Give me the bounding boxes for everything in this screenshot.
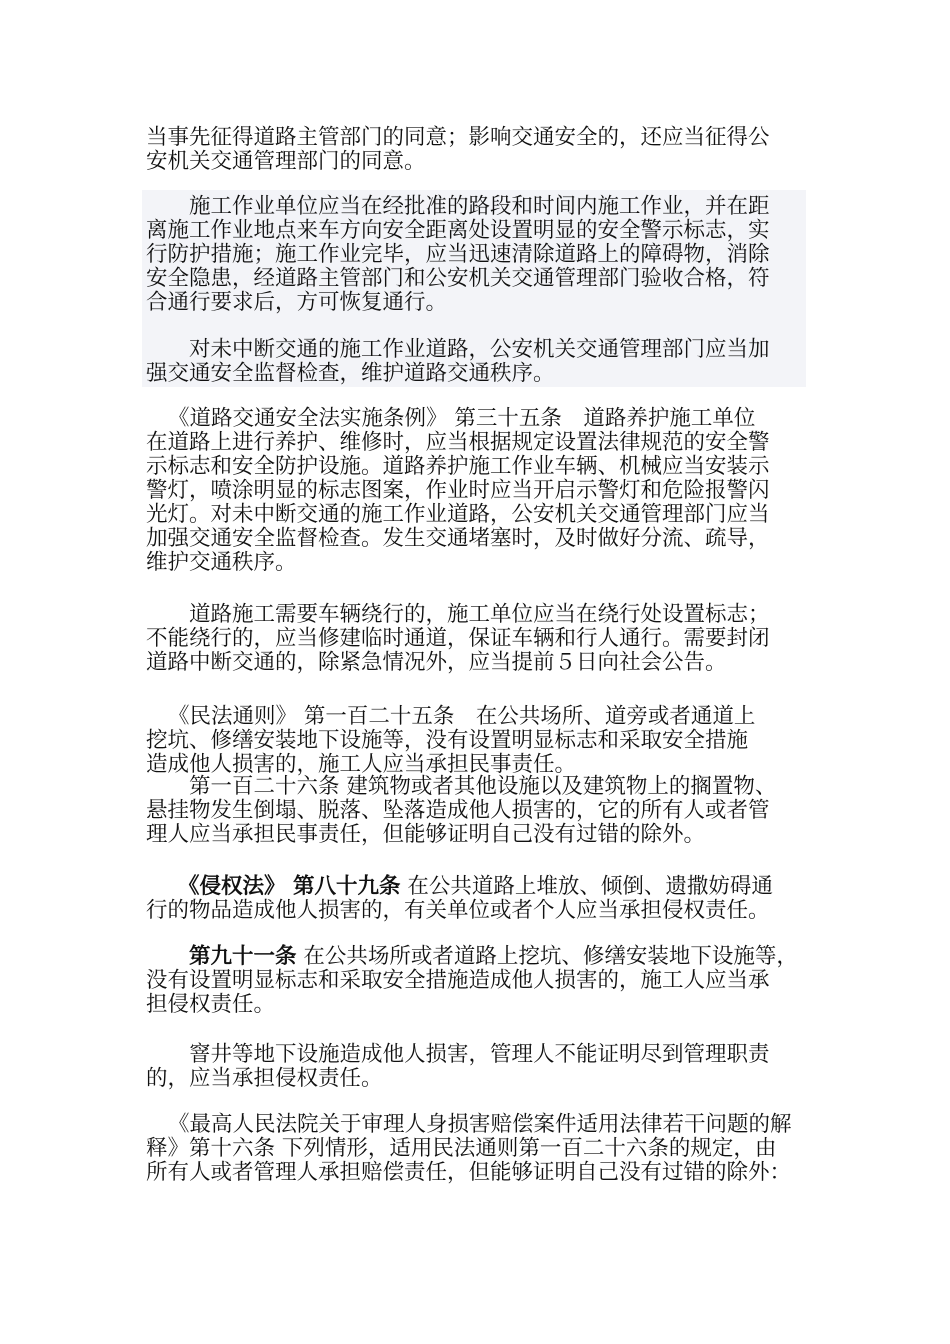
text-line: 道路施工需要车辆绕行的，施工单位应当在绕行处设置标志； (189, 602, 770, 627)
text-line: 《道路交通安全法实施条例》 第三十五条 道路养护施工单位 (168, 406, 756, 431)
text-line: 离施工作业地点来车方向安全距离处设置明显的安全警示标志，实 (146, 218, 770, 243)
text-line: 强交通安全监督检查，维护道路交通秩序。 (146, 361, 555, 386)
text-line: 行的物品造成他人损害的，有关单位或者个人应当承担侵权责任。 (146, 898, 770, 923)
text-line (146, 875, 818, 899)
text-line: 安机关交通管理部门的同意。 (146, 149, 426, 174)
text-line: 悬挂物发生倒塌、脱落、坠落造成他人损害的，它的所有人或者管 (146, 798, 770, 823)
text-line: 窨井等地下设施造成他人损害，管理人不能证明尽到管理职责 (189, 1042, 770, 1067)
paragraph-8 (146, 875, 818, 923)
paragraph-9 (146, 945, 818, 1017)
paragraph-3 (146, 338, 818, 386)
text-line: 示标志和安全防护设施。道路养护施工作业车辆、机械应当安装示 (146, 454, 770, 479)
text-line: 光灯。对未中断交通的施工作业道路，公安机关交通管理部门应当 (146, 502, 770, 527)
text-line: 的，应当承担侵权责任。 (146, 1066, 383, 1091)
bold-lead: 第九十一条 (189, 944, 297, 969)
text-line: 第一百二十六条 建筑物或者其他设施以及建筑物上的搁置物、 (189, 774, 777, 799)
paragraph-5 (146, 603, 818, 675)
text-line: 理人应当承担民事责任，但能够证明自己没有过错的除外。 (146, 822, 706, 847)
paragraph-10 (146, 1043, 818, 1091)
text-fragment: 在公共道路上堆放、倾倒、遗撒妨碍通 (400, 874, 773, 899)
text-line: 对未中断交通的施工作业道路，公安机关交通管理部门应当加 (189, 337, 770, 362)
paragraph-1 (146, 126, 818, 174)
text-line: 警灯，喷涂明显的标志图案，作业时应当开启示警灯和危险报警闪 (146, 478, 770, 503)
text-line: 当事先征得道路主管部门的同意；影响交通安全的，还应当征得公 (146, 125, 770, 150)
text-line: 安全隐患，经道路主管部门和公安机关交通管理部门验收合格，符 (146, 266, 770, 291)
text-line: 没有设置明显标志和采取安全措施造成他人损害的，施工人应当承 (146, 968, 770, 993)
text-line: 《民法通则》 第一百二十五条 在公共场所、道旁或者通道上 (168, 704, 756, 729)
text-line: 所有人或者管理人承担赔偿责任，但能够证明自己没有过错的除外： (146, 1160, 792, 1185)
paragraph-6 (146, 705, 818, 777)
bold-lead: 《侵权法》 第八十九条 (178, 874, 401, 899)
text-fragment: 在公共场所或者道路上挖坑、修缮安装地下设施等， (296, 944, 798, 969)
paragraph-7 (146, 775, 818, 847)
text-line: 不能绕行的，应当修建临时通道，保证车辆和行人通行。需要封闭 (146, 626, 770, 651)
paragraph-4 (146, 407, 818, 575)
text-line: 在道路上进行养护、维修时，应当根据规定设置法律规范的安全警 (146, 430, 770, 455)
paragraph-2 (146, 195, 818, 315)
text-line: 道路中断交通的，除紧急情况外，应当提前５日向社会公告。 (146, 650, 727, 675)
text-line: 行防护措施；施工作业完毕，应当迅速清除道路上的障碍物，消除 (146, 242, 770, 267)
text-line: 施工作业单位应当在经批准的路段和时间内施工作业，并在距 (189, 194, 770, 219)
text-line: 担侵权责任。 (146, 992, 276, 1017)
text-line: 释》第十六条 下列情形，适用民法通则第一百二十六条的规定，由 (146, 1136, 777, 1161)
text-line: 维护交通秩序。 (146, 550, 297, 575)
paragraph-11 (146, 1113, 818, 1185)
text-line: 《最高人民法院关于审理人身损害赔偿案件适用法律若干问题的解 (168, 1112, 792, 1137)
text-line: 合通行要求后，方可恢复通行。 (146, 290, 448, 315)
text-line: 加强交通安全监督检查。发生交通堵塞时，及时做好分流、疏导， (146, 526, 770, 551)
text-line: 造成他人损害的，施工人应当承担民事责任。 (146, 752, 577, 777)
text-line: 挖坑、修缮安装地下设施等，没有设置明显标志和采取安全措施 (146, 728, 749, 753)
text-line (146, 945, 818, 969)
